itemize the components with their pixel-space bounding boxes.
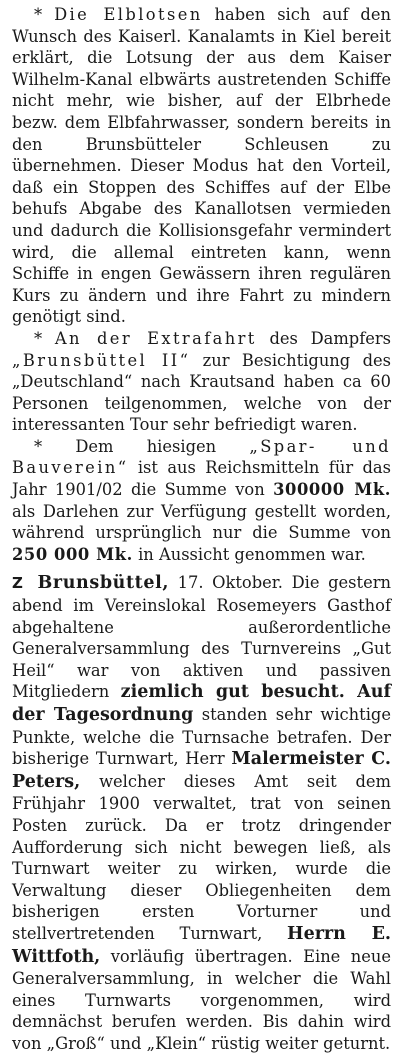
amount-first: 300000 Mk. [273,480,391,500]
item-star: * [34,328,43,348]
item-text: standen sehr wichtige Punkte, welche die Turnsache betrafen. Der bisherige Turnwart, Herr [12,705,391,769]
item-text: als Darlehen zur Verfügung gestellt worden, während ursprünglich nur die Summe von [12,501,391,543]
section-gap [12,565,391,572]
person-name-peters: Malermeister C. Peters, [12,749,391,792]
item-text: Dem hiesigen [75,436,217,456]
news-item-elblotsen [12,4,391,328]
item-text: haben sich auf den Wunsch des Kaiserl. Kanalamts in Kiel bereit erklärt, die Lotsung der aus dem Kaiser Wilhelm-Kanal elbwärts austretenden Schiffe nicht mehr, wie bisher, auf der Elbrhede bezw. dem Elbfahrwasser, sondern bereits in den Brunsbütteler Schleusen zu übernehmen. Dieser Modus hat den Vorteil, daß ein Stoppen des Schiffes auf der Elbe behufs Abgabe des Kanallotsen vermieden und dadurch die Kollisionsgefahr vermindert wird, die allemal eintreten kann, wenn Schiffe in engen Gewässern ihren regulären Kurs zu ändern und ihre Fahrt zu mindern genötigt sind. [12,5,391,327]
item-star: * [34,5,43,24]
item-text: in Aussicht genommen war. [138,544,366,564]
news-item-turnverein [12,572,391,1054]
news-item-bauverein [12,436,391,566]
dateline-date: 17. Oktober. [177,573,283,593]
news-item-extrafahrt [12,328,391,436]
ship-name: „Brunsbüttel II“ [12,350,191,370]
item-lead: An der Extrafahrt [54,328,257,348]
item-text: des Dampfers [269,328,391,348]
item-text: vorläufig übertragen. Eine neue Generalversammlung, in welcher die Wahl eines Turnwarts vorgenommen, wird demnächst berufen werden. Bis dahin wird von „Groß“ und „Klein“ rüstig weiter geturnt. [12,946,391,1053]
item-text: zur Besichtigung des „Deutschland“ nach Krautsand haben ca 60 Personen teilgenommen, welche von der interessanten Tour sehr befriedigt waren. [12,350,391,435]
item-text: ist aus Reichsmitteln für das Jahr 1901/02 die Summe von [12,458,391,500]
item-text: welcher dieses Amt seit dem Frühjahr 1900 verwaltet, trat von seinen Posten zurück. Da er trotz dringender Aufforderung sich nicht bewegen ließ, als Turnwart weiter zu wirken, wurde die Verwaltung dieser Obliegenheiten dem bisherigen ersten Vorturner und stellvertretenden Turnwart, [12,771,391,943]
correspondent-mark: Z [12,574,23,593]
item-lead: Die Elblotsen [54,5,203,24]
item-star: * [34,436,43,456]
association-name: „Spar- und Bauverein“ [12,436,391,478]
item-bold-text: ziemlich gut besucht. Auf der Tagesordnung [12,682,391,725]
amount-second: 250 000 Mk. [12,544,133,564]
dateline-place: Brunsbüttel, [37,573,170,594]
item-text: Die gestern abend im Vereinslokal Rosemeyers Gasthof abgehaltene außerordentliche Generalversammlung des Turnvereins „Gut Heil“ war von aktiven und passiven Mitgliedern [12,573,391,702]
person-name-wittfoth: Herrn E. Wittfoth, [12,923,391,967]
